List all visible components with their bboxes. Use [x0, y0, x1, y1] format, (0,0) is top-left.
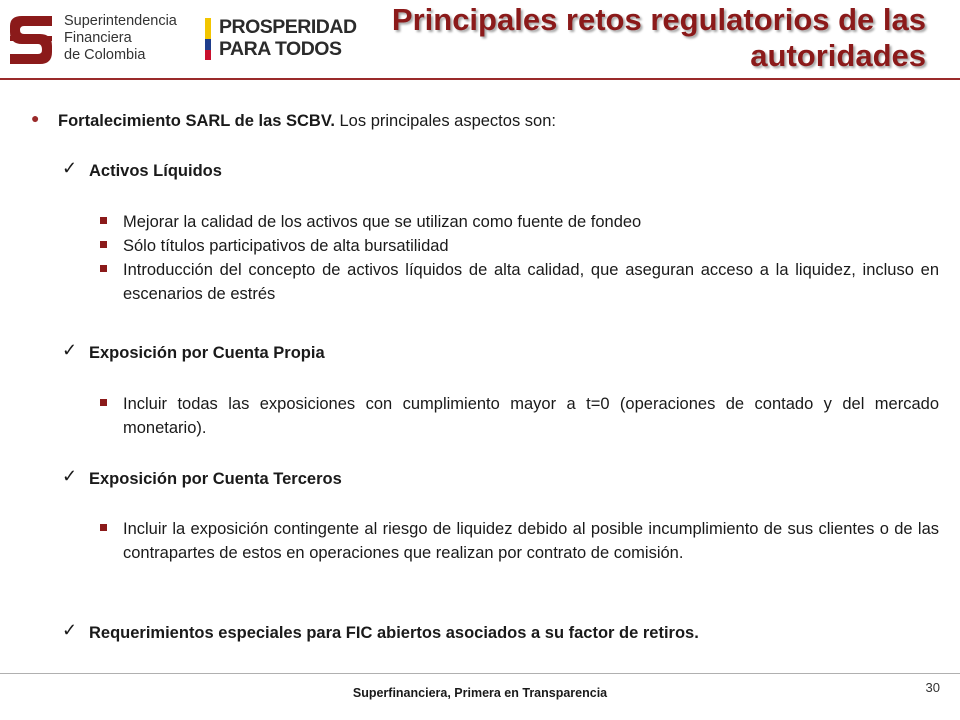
section-heading: Activos Líquidos — [89, 162, 222, 180]
colombia-flag-icon — [205, 18, 211, 60]
section-heading: Requerimientos especiales para FIC abiertos asociados a su factor de retiros. — [89, 624, 699, 642]
section-heading: Exposición por Cuenta Terceros — [89, 470, 342, 488]
slide-title-line: autoridades — [750, 38, 926, 73]
sfc-emblem-icon — [6, 12, 56, 68]
bullet-dot-icon: ● — [31, 110, 40, 126]
section-heading: Exposición por Cuenta Propia — [89, 344, 325, 362]
sfc-logo-line: Superintendencia — [64, 13, 177, 29]
checkmark-icon: ✓ — [62, 340, 78, 360]
prosperidad-logo-text — [219, 16, 357, 60]
footer-divider — [0, 673, 960, 674]
square-bullet-icon — [100, 241, 107, 248]
footer-tagline: Superfinanciera, Primera en Transparencia — [352, 686, 608, 700]
prosperidad-logo — [205, 14, 357, 64]
intro-line — [58, 109, 556, 133]
list-item: Introducción del concepto de activos líquidos de alta calidad, que aseguran acceso a la liquidez, incluso en escenarios de estrés — [123, 261, 939, 303]
title-divider — [0, 78, 960, 80]
sfc-logo-line: de Colombia — [64, 47, 146, 63]
pxt-logo-line: PROSPERIDAD — [219, 16, 357, 38]
intro-rest: Los principales aspectos son: — [334, 112, 556, 130]
list-item: Mejorar la calidad de los activos que se utilizan como fuente de fondeo — [123, 213, 642, 231]
sfc-logo-text — [64, 13, 177, 64]
list-item: Sólo títulos participativos de alta bursatilidad — [123, 237, 449, 255]
square-bullet-icon — [100, 265, 107, 272]
square-bullet-icon — [100, 399, 107, 406]
square-bullet-icon — [100, 217, 107, 224]
list-item: Incluir la exposición contingente al riesgo de liquidez debido al posible incumplimiento de sus clientes o de las contrapartes de estos en operaciones que realizan por contrato de comisión. — [123, 520, 939, 562]
checkmark-icon: ✓ — [62, 158, 78, 178]
sfc-logo-line: Financiera — [64, 30, 132, 46]
checkmark-icon: ✓ — [62, 620, 78, 640]
page-number: 30 — [925, 680, 940, 695]
square-bullet-icon — [100, 524, 107, 531]
intro-bold: Fortalecimiento SARL de las SCBV. — [58, 112, 335, 130]
checkmark-icon: ✓ — [62, 466, 78, 486]
slide-title — [366, 2, 926, 74]
sfc-logo — [6, 10, 196, 70]
list-item: Incluir todas las exposiciones con cumplimiento mayor a t=0 (operaciones de contado y del mercado monetario). — [123, 395, 939, 437]
pxt-logo-line: PARA TODOS — [219, 38, 342, 60]
slide-title-line: Principales retos regulatorios de las — [391, 2, 926, 37]
